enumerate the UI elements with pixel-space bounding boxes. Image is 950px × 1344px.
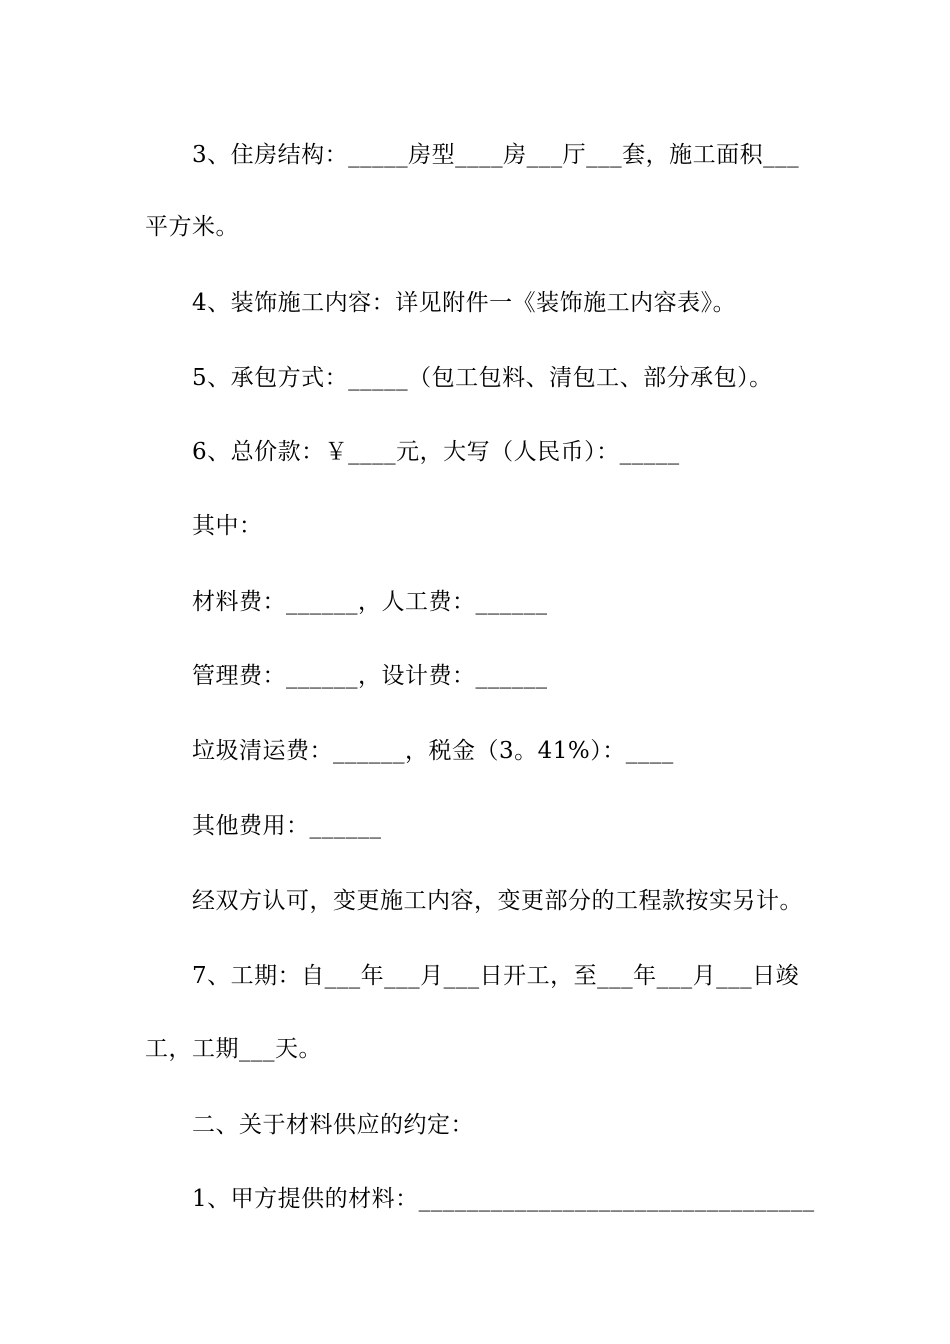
change-agreement-line: 经双方认可，变更施工内容，变更部分的工程款按实另计。 [192,888,803,914]
breakdown-heading: 其中： [192,513,263,539]
party-a-materials-line: 1、甲方提供的材料：_________________________________ [192,1186,815,1212]
contract-method-line: 5、承包方式：_____（包工包料、清包工、部分承包）。 [192,365,773,391]
housing-structure-line: 3、住房结构：_____房型____房___厅___套，施工面积___ [192,142,800,168]
other-fee-line: 其他费用：______ [192,813,382,839]
garbage-tax-fee-line: 垃圾清运费：______，税金（3。41%）：____ [192,738,674,764]
construction-period-line: 7、工期：自___年___月___日开工，至___年___月___日竣 [192,963,800,989]
construction-period-continuation: 工，工期___天。 [145,1036,322,1062]
section-two-heading: 二、关于材料供应的约定： [192,1112,474,1138]
decoration-content-line: 4、装饰施工内容：详见附件一《装饰施工内容表》。 [192,290,737,316]
total-price-line: 6、总价款：￥____元，大写（人民币）：_____ [192,439,680,465]
material-labor-fee-line: 材料费：______，人工费：______ [192,589,548,615]
housing-structure-continuation: 平方米。 [145,214,239,240]
management-design-fee-line: 管理费：______，设计费：______ [192,663,548,689]
